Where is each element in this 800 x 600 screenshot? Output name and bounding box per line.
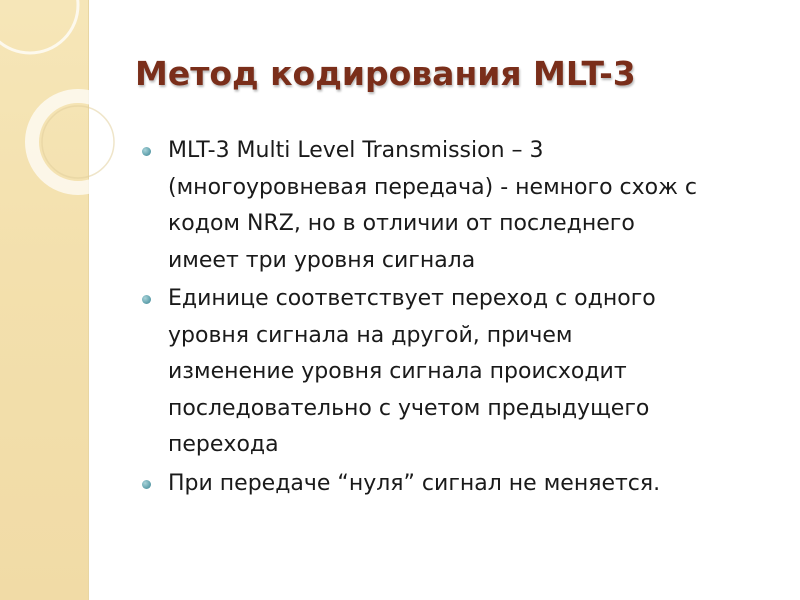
bullet-icon — [142, 480, 151, 489]
bullet-text-line: Единице соответствует переход с одного — [168, 286, 656, 311]
bullet-text-line: MLT-3 Multi Level Transmission – 3 — [168, 138, 544, 163]
bullet-text-line: изменение уровня сигнала происходит — [168, 359, 627, 384]
bullet-text-line: При передаче “нуля” сигнал не меняется. — [168, 470, 661, 496]
bullet-item — [140, 466, 780, 503]
slide-title: Метод кодирования MLT-3 — [135, 54, 636, 93]
bullet-text-line: последовательно с учетом предыдущего — [168, 395, 650, 421]
bullet-text-line: уровня сигнала на другой, причем — [168, 322, 573, 348]
bullet-item — [140, 281, 780, 464]
bullet-icon — [142, 147, 151, 156]
decorative-circles — [0, 0, 120, 210]
bullet-text-line: перехода — [168, 432, 279, 457]
bullet-text-line: (многоуровневая передача) - немного схож с — [168, 174, 697, 200]
bullet-list — [140, 133, 780, 504]
bullet-text-line: имеет три уровня сигнала — [168, 247, 476, 273]
bullet-item — [140, 133, 780, 279]
bullet-text-line: кодом NRZ, но в отличии от последнего — [168, 211, 635, 236]
bullet-icon — [142, 295, 151, 304]
